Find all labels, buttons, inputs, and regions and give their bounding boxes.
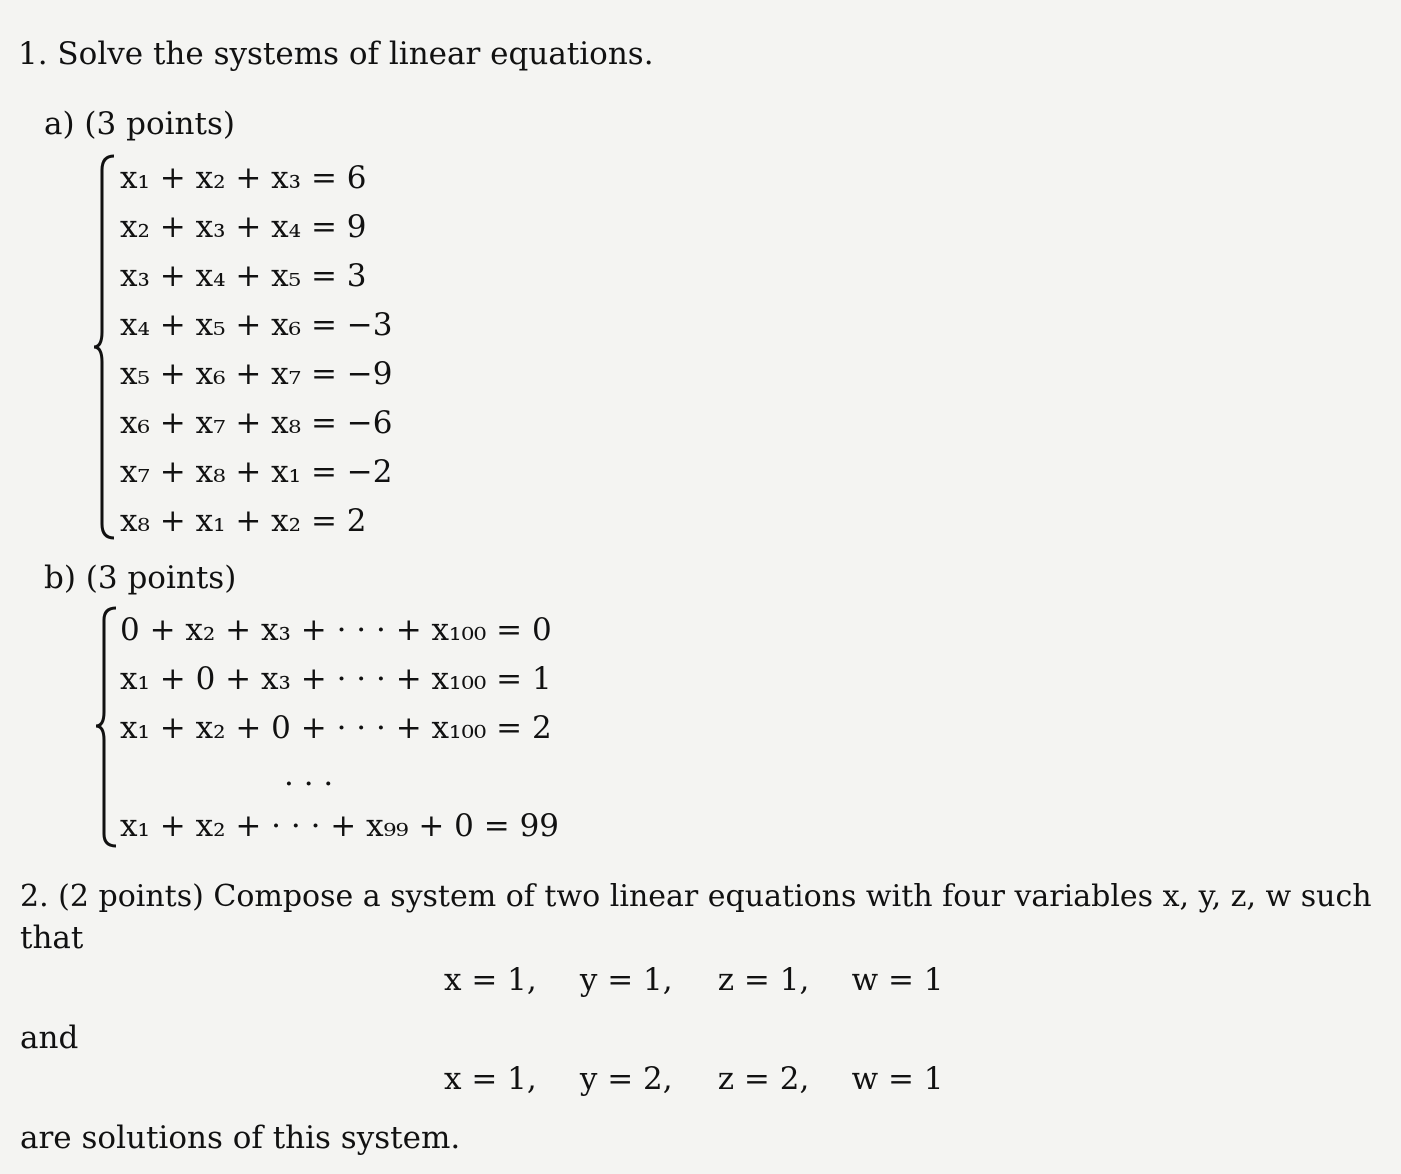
part-a-equation-6: x₆ + x₇ + x₈ = −6 <box>120 405 393 441</box>
part-b-ellipsis-row: · · · <box>284 766 334 802</box>
part-a-equation-3: x₃ + x₄ + x₅ = 3 <box>120 258 367 294</box>
solution-2-x: x = 1, <box>444 1061 537 1097</box>
part-a-equation-4: x₄ + x₅ + x₆ = −3 <box>120 307 393 343</box>
problem-2-intro: 2. (2 points) Compose a system of two linear equations with four variables x, y, z, w such <box>20 879 1372 914</box>
part-b-equation-1: 0 + x₂ + x₃ + · · · + x₁₀₀ = 0 <box>120 612 552 648</box>
solution-2-w: w = 1 <box>851 1061 944 1097</box>
part-a-equation-7: x₇ + x₈ + x₁ = −2 <box>120 454 393 490</box>
part-a-equation-1: x₁ + x₂ + x₃ = 6 <box>120 160 367 196</box>
solution-2-z: z = 2, <box>717 1061 810 1097</box>
problem-2-closing: are solutions of this system. <box>20 1120 461 1156</box>
problem-2-intro-continued: that <box>20 920 84 956</box>
part-b-equation-last: x₁ + x₂ + · · · + x₉₉ + 0 = 99 <box>120 808 560 844</box>
problem-1-title: 1. Solve the systems of linear equations. <box>18 36 654 72</box>
part-a-equation-2: x₂ + x₃ + x₄ = 9 <box>120 209 367 245</box>
part-b-equation-3: x₁ + x₂ + 0 + · · · + x₁₀₀ = 2 <box>120 710 552 746</box>
solution-1-z: z = 1, <box>717 962 810 998</box>
part-b-label: b) (3 points) <box>44 560 237 596</box>
part-a-brace <box>92 152 118 542</box>
solution-1-w: w = 1 <box>851 962 944 998</box>
solution-2-y: y = 2, <box>579 1061 673 1097</box>
solution-1-row <box>444 962 944 998</box>
solution-1-x: x = 1, <box>444 962 537 998</box>
part-a-equation-5: x₅ + x₆ + x₇ = −9 <box>120 356 393 392</box>
and-connector: and <box>20 1020 79 1056</box>
part-b-brace <box>94 604 120 850</box>
part-a-equation-8: x₈ + x₁ + x₂ = 2 <box>120 503 367 539</box>
part-a-label: a) (3 points) <box>44 106 235 142</box>
part-b-equation-2: x₁ + 0 + x₃ + · · · + x₁₀₀ = 1 <box>120 661 552 697</box>
solution-2-row <box>444 1061 944 1097</box>
solution-1-y: y = 1, <box>579 962 673 998</box>
